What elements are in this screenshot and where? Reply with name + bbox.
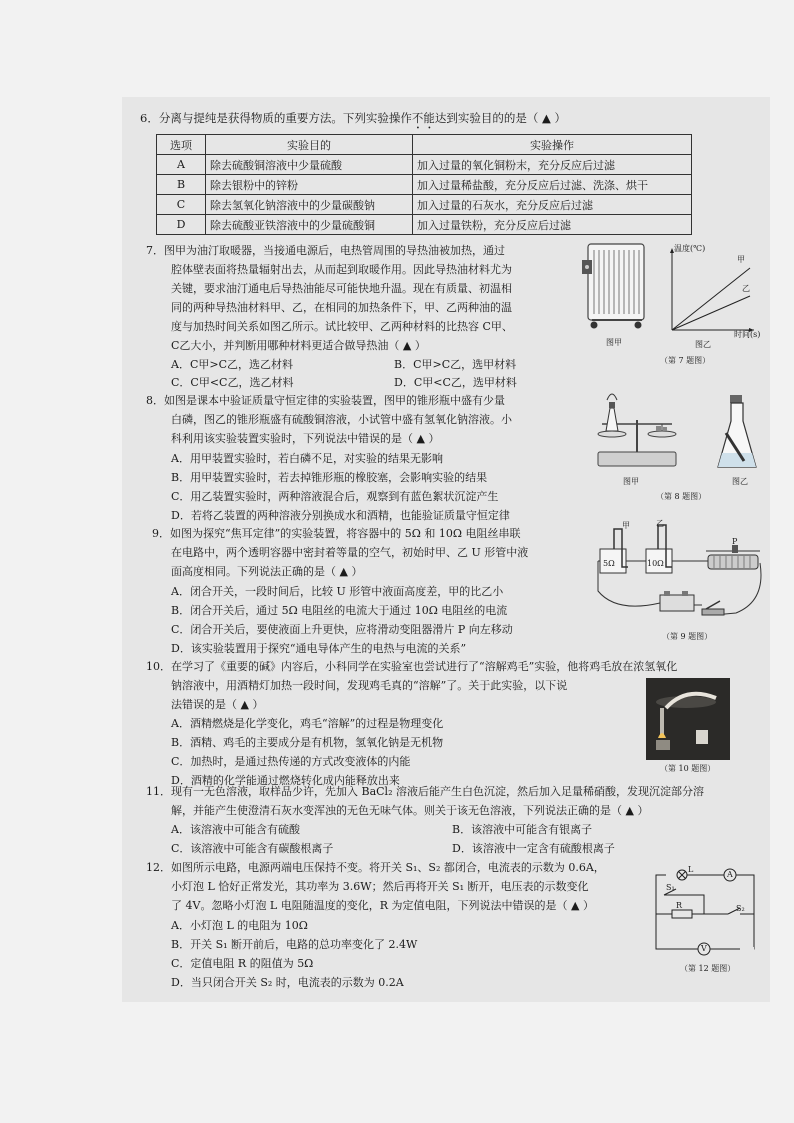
row-purpose: 除去硫酸铜溶液中少量硫酸 xyxy=(206,155,413,175)
table-header-row xyxy=(157,135,692,155)
q6-stem-emph: 不能 xyxy=(411,111,435,125)
row-operation: 加入过量的石灰水，充分反应后过滤 xyxy=(413,195,692,215)
q12-caption: （第 12 题图） xyxy=(680,964,736,973)
q10-option-d: D．酒精的化学能通过燃烧转化成内能释放出来 xyxy=(171,774,400,787)
q9-option-d: D．该实验装置用于探究“通电导体产生的电热与电流的关系” xyxy=(171,642,467,655)
q7-caption: （第 7 题图） xyxy=(660,356,711,365)
q9-line-3: 面高度相同。下列说法正确的是（ ▲ ） xyxy=(171,565,363,578)
q9-resistor-5: 5Ω xyxy=(603,559,615,568)
table-row xyxy=(157,155,692,175)
q9-line-2: 在电路中，两个透明容器中密封着等量的空气，初始时甲、乙 U 形管中液 xyxy=(171,546,529,559)
q11-option-b: B．该溶液中可能含有银离子 xyxy=(452,823,593,836)
q10-option-c: C．加热时，是通过热传递的方式改变液体的内能 xyxy=(171,755,411,768)
q12-ammeter-label: A xyxy=(727,870,733,879)
q8-line-2: 白磷，图乙的锥形瓶盛有硫酸铜溶液，小试管中盛有氢氧化钠溶液。小 xyxy=(171,413,512,426)
q7-graph-line-a: 甲 xyxy=(737,255,745,264)
header-purpose: 实验目的 xyxy=(206,135,413,155)
q10-option-b: B．酒精、鸡毛的主要成分是有机物，氢氧化钠是无机物 xyxy=(171,736,444,749)
q12-line-1: 12．如图所示电路，电源两端电压保持不变。将开关 S₁、S₂ 都闭合，电流表的示数为 0.6A， xyxy=(146,861,605,874)
q11-option-a: A．该溶液中可能含有硫酸 xyxy=(171,823,300,836)
header-operation: 实验操作 xyxy=(413,135,692,155)
q12-option-a: A．小灯泡 L 的电阻为 10Ω xyxy=(171,919,308,932)
q7-fig-a-label: 图甲 xyxy=(606,338,622,347)
q8-line-3: 科利用该实验装置实验时，下列说法中错误的是（ ▲ ） xyxy=(171,432,440,445)
q7-line-5: 度与加热时间关系如图乙所示。试比较甲、乙两种材料的比热容 C甲、 xyxy=(171,320,513,333)
q8-option-c: C．用乙装置实验时，两种溶液混合后，观察到有蓝色絮状沉淀产生 xyxy=(171,490,499,503)
q8-fig-a-label: 图甲 xyxy=(623,477,639,486)
row-purpose: 除去氢氧化钠溶液中的少量碳酸钠 xyxy=(206,195,413,215)
q7-heater-figure xyxy=(582,240,652,332)
q12-switch2-label: S₂ xyxy=(736,904,745,913)
row-option: B xyxy=(157,175,206,195)
q6-stem-a: 6．分离与提纯是获得物质的重要方法。下列实验操作 xyxy=(140,111,412,125)
q11-line-2: 解，并能产生使澄清石灰水变浑浊的无色无味气体。则关于该无色溶液，下列说法正确的是（ ▲ ） xyxy=(171,804,649,817)
q12-option-b: B．开关 S₁ 断开前后，电路的总功率变化了 2.4W xyxy=(171,938,418,951)
q11-line-1: 11．现有一无色溶液，取样品少许，先加入 BaCl₂ 溶液后能产生白色沉淀，然后加入足量稀硝酸，发现沉淀部分溶 xyxy=(146,785,704,798)
q6-stem xyxy=(140,111,566,132)
q9-label-a: 甲 xyxy=(622,521,630,530)
q10-option-a: A．酒精燃烧是化学变化，鸡毛“溶解”的过程是物理变化 xyxy=(171,717,444,730)
q7-option-a: A．C甲>C乙，选乙材料 xyxy=(171,358,293,371)
q10-line-3: 法错误的是（ ▲ ） xyxy=(171,698,264,711)
q9-caption: （第 9 题图） xyxy=(662,632,713,641)
q7-line-1: 7．图甲为油汀取暖器，当接通电源后，电热管周围的导热油被加热，通过 xyxy=(146,244,505,257)
q8-balance-figure xyxy=(592,386,682,472)
q9-joule-circuit-figure xyxy=(596,521,768,627)
q12-line-3: 了 4V。忽略小灯泡 L 电阻随温度的变化，R 为定值电阻，下列说法中错误的是（ ▲ ） xyxy=(171,899,594,912)
q12-line-2: 小灯泡 L 恰好正常发光，其功率为 3.6W；然后再将开关 S₁ 断开，电压表的示数变化 xyxy=(171,880,589,893)
q9-slider-label: P xyxy=(732,537,738,546)
q8-option-b: B．用甲装置实验时，若去掉锥形瓶的橡胶塞，会影响实验的结果 xyxy=(171,471,488,484)
row-operation: 加入过量稀盐酸，充分反应后过滤、洗涤、烘干 xyxy=(413,175,692,195)
q7-line-2: 腔体壁表面将热量辐射出去，从而起到取暖作用。因此导热油材料尤为 xyxy=(171,263,512,276)
q6-table xyxy=(156,134,692,235)
row-option: D xyxy=(157,215,206,235)
q9-resistor-10: 10Ω xyxy=(647,559,664,568)
q12-option-c: C．定值电阻 R 的阻值为 5Ω xyxy=(171,957,314,970)
q7-option-c: C．C甲<C乙，选乙材料 xyxy=(171,376,294,389)
q8-line-1: 8．如图是课本中验证质量守恒定律的实验装置，图甲的锥形瓶中盛有少量 xyxy=(146,394,505,407)
q6-stem-b: 达到实验目的的是（ ▲ ） xyxy=(434,111,566,125)
q10-caption: （第 10 题图） xyxy=(660,764,716,773)
q8-flask-figure xyxy=(714,393,760,473)
row-purpose: 除去硫酸亚铁溶液中的少量硫酸铜 xyxy=(206,215,413,235)
q10-experiment-photo xyxy=(646,678,730,760)
q10-line-1: 10．在学习了《重要的碱》内容后，小科同学在实验室也尝试进行了“溶解鸡毛”实验，他将鸡毛放在浓氢氧化 xyxy=(146,660,678,673)
q11-option-c: C．该溶液中可能含有碳酸根离子 xyxy=(171,842,334,855)
q7-graph-ylabel: 温度(℃) xyxy=(674,244,706,253)
q7-graph-line-b: 乙 xyxy=(742,284,750,293)
q7-option-b: B．C甲>C乙，选甲材料 xyxy=(394,358,517,371)
q12-switch1-label: S₁ xyxy=(666,883,675,892)
q7-line-3: 关键，要求油汀通电后导热油能尽可能快地升温。现在有质量、初温相 xyxy=(171,282,512,295)
q7-line-6: C乙大小，并判断用哪种材料更适合做导热油（ ▲ ） xyxy=(171,339,426,352)
row-option: C xyxy=(157,195,206,215)
q7-graph-xlabel: 时间(s) xyxy=(734,330,761,339)
table-row xyxy=(157,215,692,235)
q9-option-c: C．闭合开关后，要使液面上升更快，应将滑动变阻器滑片 P 向左移动 xyxy=(171,623,513,636)
q12-voltmeter-label: V xyxy=(701,944,707,953)
table-row xyxy=(157,195,692,215)
q8-option-a: A．用甲装置实验时，若白磷不足，对实验的结果无影响 xyxy=(171,452,443,465)
row-operation: 加入过量的氧化铜粉末，充分反应后过滤 xyxy=(413,155,692,175)
q12-resistor-label: R xyxy=(676,901,683,910)
q8-option-d: D．若将乙装置的两种溶液分别换成水和酒精，也能验证质量守恒定律 xyxy=(171,509,510,522)
q12-option-d: D．当只闭合开关 S₂ 时，电流表的示数为 0.2A xyxy=(171,976,404,989)
table-row xyxy=(157,175,692,195)
q8-caption: （第 8 题图） xyxy=(656,492,707,501)
q10-line-2: 钠溶液中，用酒精灯加热一段时间，发现鸡毛真的“溶解”了。关于此实验，以下说 xyxy=(171,679,568,692)
q9-option-b: B．闭合开关后，通过 5Ω 电阻丝的电流大于通过 10Ω 电阻丝的电流 xyxy=(171,604,508,617)
row-option: A xyxy=(157,155,206,175)
q7-line-4: 同的两种导热油材料甲、乙，在相同的加热条件下，甲、乙两种油的温 xyxy=(171,301,512,314)
q8-fig-b-label: 图乙 xyxy=(732,477,748,486)
header-option: 选项 xyxy=(157,135,206,155)
q11-option-d: D．该溶液中一定含有硫酸根离子 xyxy=(452,842,615,855)
q9-option-a: A．闭合开关，一段时间后，比较 U 形管中液面高度差，甲的比乙小 xyxy=(171,585,504,598)
exam-page xyxy=(122,97,770,1002)
row-purpose: 除去银粉中的锌粉 xyxy=(206,175,413,195)
q7-option-d: D．C甲<C乙，选甲材料 xyxy=(394,376,517,389)
row-operation: 加入过量铁粉，充分反应后过滤 xyxy=(413,215,692,235)
q12-lamp-label: L xyxy=(688,865,694,874)
q9-line-1: 9．如图为探究“焦耳定律”的实验装置，将容器中的 5Ω 和 10Ω 电阻丝串联 xyxy=(152,527,521,540)
q9-label-b: 乙 xyxy=(656,519,664,528)
q7-fig-b-label: 图乙 xyxy=(695,340,711,349)
